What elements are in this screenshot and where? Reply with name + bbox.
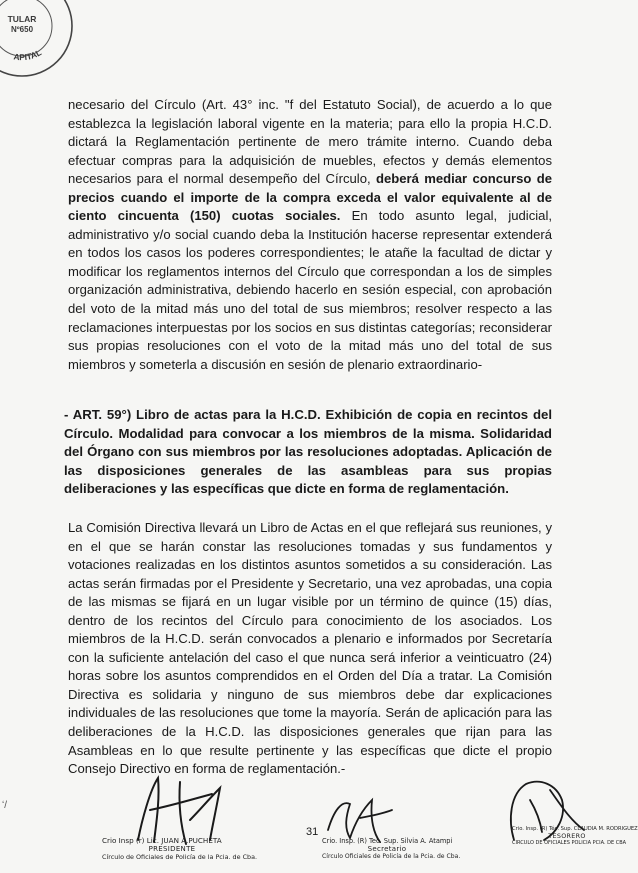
seal-stamp — [0, 0, 78, 82]
paragraph1-bold-run: deberá mediar concurso de precios cuando el importe de la compra exceda el valor equivalente al de ciento cincuenta (150) cuotas sociales. — [68, 171, 552, 224]
signature-president — [102, 836, 258, 861]
seal-bottom-text: APITAL — [12, 47, 44, 63]
paragraph1-run-3: En todo asunto legal, judicial, administrativo y/o social cuando deba la Institución hacerse representar extenderá en todos los casos los poderes correspondientes; le atañe la facultad de dictar y modificar los reglamentos internos del Círculo que correspondan a los de simples organización administrativa, debiendo hacerlo en sesión especial, con aprobación del voto de la mitad más uno del total de sus miembros; resolver respecto a las reclamaciones interpuestas por los socios en sus distintas categorías; reconsiderar sus propias resoluciones con el voto de la mitad más uno del total de sus miembros y someterla a discusión en sesión de plenario extraordinario- — [68, 208, 552, 372]
signature-treasurer-name: Crio. Insp. (R) Téc. Sup. CLAUDIA M. RODRIGUEZ — [512, 826, 638, 832]
svg-text:APITAL — [13, 47, 43, 62]
paragraph1-run-1: necesario del Círculo (Art. 43° inc. "f del Estatuto Social), de acuerdo a lo que establezca la legislación laboral vigente en la materia; para ello la propia H.C.D. dictará la Reglamentación pertinente de mero trámite interno. Cuando deba efectuar compras para la adquisición de muebles, efectos y demás elementos necesarios para el normal desempeño del Círculo, — [68, 97, 552, 187]
paragraph-continuation — [68, 96, 552, 374]
signature-president-name: Crio Insp (r) Lic. JUAN A.PUCHETA — [102, 836, 222, 845]
signature-president-role: PRESIDENTE — [148, 845, 196, 853]
seal-line-2: Nº650 — [10, 25, 34, 34]
signature-secretary-name: Crio. Insp. (R) Tec. Sup. Silvia A. Atampi — [322, 837, 453, 845]
signature-secretary-org: Círculo Oficiales de Policía de la Pcia. de Cba. — [322, 853, 461, 860]
signature-treasurer-role: TESORERO — [548, 832, 586, 840]
margin-mark: ʻ/ — [2, 800, 7, 811]
article-59-heading: - ART. 59°) Libro de actas para la H.C.D. Exhibición de copia en recintos del Círculo. Modalidad para convocar a los miembros de la misma. Solidaridad del Órgano con sus miembros por las resoluciones adoptadas. Aplicación de las disposiciones generales de las asambleas para sus propias deliberaciones y las específicas que dicte en forma de reglamentación. — [64, 407, 552, 497]
signature-president-org: Círculo de Oficiales de Policía de la Pcia. de Cba. — [102, 853, 258, 861]
signature-treasurer-org: CIRCULO DE OFICIALES POLICIA PCIA. DE CBA — [512, 840, 627, 846]
signature-treasurer — [512, 826, 638, 846]
seal-line-1: TULAR — [7, 14, 37, 24]
signature-secretary-role: Secretario — [367, 845, 407, 853]
article-59-body: La Comisión Directiva llevará un Libro de Actas en el que reflejará sus reuniones, y en el que se harán constar las resoluciones tomadas y sus fundamentos y votaciones realizadas en los distintos asuntos sometidos a su consideración. Las actas serán firmadas por el Presidente y Secretario, una vez aprobadas, una copia de las mismas se fijará en un lugar visible por un término de quince (15) días, dentro de los recintos del Círculo para conocimiento de los asociados. Los miembros de la H.C.D. serán convocados a plenario e informados por Secretaría con la suficiente antelación del caso el que nunca será inferior a veinticuatro (24) horas sobre los asuntos comprendidos en el Orden del Día a tratar. La Comisión Directiva es solidaria y ninguno de sus miembros debe dar explicaciones individuales de las resoluciones que tome la mayoría. Serán de aplicación para las deliberaciones de la H.C.D. las disposiciones generales que rijan para las Asambleas en lo que resulte pertinente y las específicas que dicte el propio Consejo Directivo en forma de reglamentación.- — [68, 520, 552, 777]
signature-secretary — [322, 837, 461, 860]
page-number: 31 — [306, 826, 319, 838]
